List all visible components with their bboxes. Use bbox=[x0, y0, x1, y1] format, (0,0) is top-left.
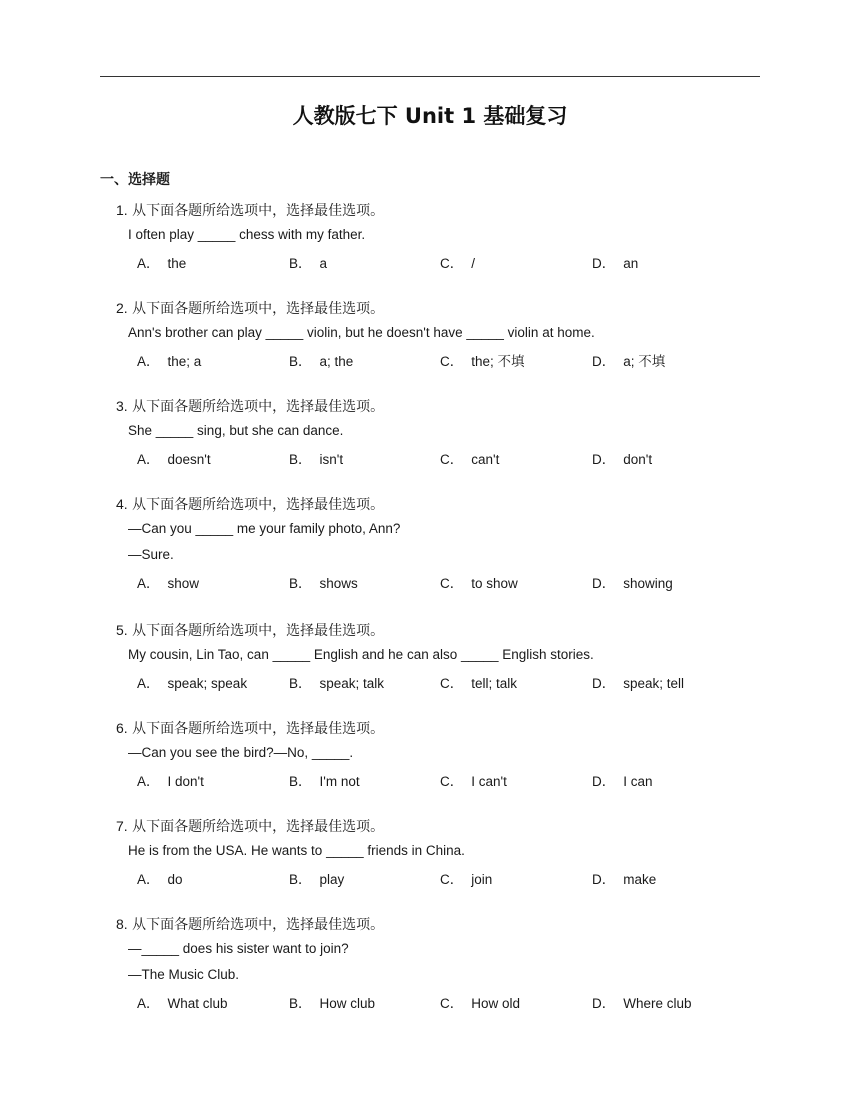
answer-options bbox=[0, 770, 860, 790]
question-stem: She _____ sing, but she can dance. bbox=[128, 423, 344, 438]
answer-options bbox=[0, 868, 860, 888]
option-letter: C． bbox=[440, 256, 464, 271]
option-letter: D． bbox=[592, 774, 616, 789]
question-stem: —Can you _____ me your family photo, Ann? bbox=[128, 521, 401, 536]
instruction-text: 从下面各题所给选项中，选择最佳选项。 bbox=[132, 917, 385, 933]
option-text: tell; talk bbox=[471, 676, 518, 691]
question-stem: —The Music Club. bbox=[128, 967, 240, 982]
option-text: the bbox=[167, 256, 187, 271]
option-letter: C． bbox=[440, 576, 464, 591]
option-letter: B． bbox=[289, 354, 312, 369]
option-b[interactable] bbox=[289, 868, 344, 888]
option-d[interactable] bbox=[592, 252, 638, 272]
option-text: shows bbox=[319, 576, 358, 591]
question-instruction bbox=[116, 396, 384, 416]
option-d[interactable] bbox=[592, 672, 684, 692]
option-text: I can bbox=[623, 774, 653, 789]
answer-options bbox=[0, 572, 860, 592]
option-a[interactable] bbox=[137, 770, 204, 790]
option-text: I'm not bbox=[319, 774, 360, 789]
option-text: join bbox=[471, 872, 493, 887]
option-text: / bbox=[471, 256, 476, 271]
option-letter: A． bbox=[137, 452, 160, 467]
question-instruction bbox=[116, 494, 384, 514]
option-b[interactable] bbox=[289, 572, 358, 592]
option-text: speak; speak bbox=[167, 676, 248, 691]
option-letter: D． bbox=[592, 996, 616, 1011]
option-text: isn't bbox=[319, 452, 344, 467]
option-c[interactable] bbox=[440, 252, 475, 272]
option-a[interactable] bbox=[137, 672, 247, 692]
question-number: 6. bbox=[116, 720, 128, 736]
section-heading: 一、选择题 bbox=[100, 172, 170, 188]
option-letter: A． bbox=[137, 774, 160, 789]
option-letter: D． bbox=[592, 452, 616, 467]
option-letter: A． bbox=[137, 676, 160, 691]
option-text: How old bbox=[471, 996, 521, 1011]
option-letter: C． bbox=[440, 452, 464, 467]
option-c[interactable] bbox=[440, 868, 492, 888]
option-text: do bbox=[167, 872, 183, 887]
option-text: How club bbox=[319, 996, 376, 1011]
option-a[interactable] bbox=[137, 350, 201, 370]
option-text: a bbox=[319, 256, 328, 271]
option-letter: A． bbox=[137, 354, 160, 369]
option-text: showing bbox=[623, 576, 673, 591]
option-d[interactable] bbox=[592, 448, 652, 468]
question-instruction bbox=[116, 200, 384, 220]
question-number: 3. bbox=[116, 398, 128, 414]
option-letter: A． bbox=[137, 996, 160, 1011]
option-text: an bbox=[623, 256, 639, 271]
question-number: 5. bbox=[116, 622, 128, 638]
question-instruction bbox=[116, 718, 384, 738]
option-letter: C． bbox=[440, 676, 464, 691]
option-d[interactable] bbox=[592, 868, 656, 888]
question-stem: —Sure. bbox=[128, 547, 174, 562]
option-letter: A． bbox=[137, 872, 160, 887]
answer-options bbox=[0, 252, 860, 272]
header-rule bbox=[100, 76, 760, 77]
option-letter: B． bbox=[289, 256, 312, 271]
option-letter: A． bbox=[137, 576, 160, 591]
question-number: 4. bbox=[116, 496, 128, 512]
option-a[interactable] bbox=[137, 572, 199, 592]
option-text: speak; tell bbox=[623, 676, 685, 691]
question-stem: —_____ does his sister want to join? bbox=[128, 941, 349, 956]
option-text: Where club bbox=[623, 996, 692, 1011]
answer-options bbox=[0, 992, 860, 1012]
instruction-text: 从下面各题所给选项中，选择最佳选项。 bbox=[132, 623, 385, 639]
option-letter: D． bbox=[592, 676, 616, 691]
option-d[interactable] bbox=[592, 770, 653, 790]
option-d[interactable] bbox=[592, 992, 692, 1012]
option-text: don't bbox=[623, 452, 653, 467]
option-letter: D． bbox=[592, 576, 616, 591]
option-letter: B． bbox=[289, 576, 312, 591]
question-stem: —Can you see the bird?—No, _____. bbox=[128, 745, 354, 760]
question-stem: My cousin, Lin Tao, can _____ English and he can also _____ English stories. bbox=[128, 647, 594, 662]
question-number: 1. bbox=[116, 202, 128, 218]
question-instruction bbox=[116, 816, 384, 836]
option-text: I can't bbox=[471, 774, 507, 789]
option-a[interactable] bbox=[137, 868, 183, 888]
question-number: 7. bbox=[116, 818, 128, 834]
instruction-text: 从下面各题所给选项中，选择最佳选项。 bbox=[132, 819, 385, 835]
option-a[interactable] bbox=[137, 252, 186, 272]
option-text: speak; talk bbox=[319, 676, 385, 691]
option-text: can't bbox=[471, 452, 500, 467]
option-text: play bbox=[319, 872, 345, 887]
option-letter: B． bbox=[289, 676, 312, 691]
option-text: the; a bbox=[167, 354, 202, 369]
option-d[interactable] bbox=[592, 350, 665, 370]
option-letter: C． bbox=[440, 354, 464, 369]
answer-options bbox=[0, 448, 860, 468]
question-instruction bbox=[116, 620, 384, 640]
option-text: show bbox=[167, 576, 200, 591]
question-instruction bbox=[116, 298, 384, 318]
option-c[interactable] bbox=[440, 992, 520, 1012]
page-title: 人教版七下 Unit 1 基础复习 bbox=[292, 104, 568, 128]
option-letter: C． bbox=[440, 996, 464, 1011]
option-text: doesn't bbox=[167, 452, 211, 467]
option-b[interactable] bbox=[289, 770, 360, 790]
option-b[interactable] bbox=[289, 992, 375, 1012]
option-text: What club bbox=[167, 996, 228, 1011]
question-stem: I often play _____ chess with my father. bbox=[128, 227, 366, 242]
option-text: I don't bbox=[167, 774, 204, 789]
option-letter: B． bbox=[289, 452, 312, 467]
option-letter: D． bbox=[592, 872, 616, 887]
option-c[interactable] bbox=[440, 770, 507, 790]
question-stem: Ann's brother can play _____ violin, but he doesn't have _____ violin at home. bbox=[128, 325, 595, 340]
option-a[interactable] bbox=[137, 448, 211, 468]
instruction-text: 从下面各题所给选项中，选择最佳选项。 bbox=[132, 497, 385, 513]
option-text: make bbox=[623, 872, 657, 887]
instruction-text: 从下面各题所给选项中，选择最佳选项。 bbox=[132, 399, 385, 415]
option-c[interactable] bbox=[440, 572, 518, 592]
option-c[interactable] bbox=[440, 350, 525, 370]
option-d[interactable] bbox=[592, 572, 673, 592]
question-stem: He is from the USA. He wants to _____ friends in China. bbox=[128, 843, 465, 858]
option-letter: C． bbox=[440, 774, 464, 789]
option-c[interactable] bbox=[440, 672, 517, 692]
option-a[interactable] bbox=[137, 992, 228, 1012]
option-b[interactable] bbox=[289, 252, 327, 272]
option-letter: D． bbox=[592, 354, 616, 369]
instruction-text: 从下面各题所给选项中，选择最佳选项。 bbox=[132, 301, 385, 317]
option-c[interactable] bbox=[440, 448, 499, 468]
question-number: 8. bbox=[116, 916, 128, 932]
option-letter: B． bbox=[289, 996, 312, 1011]
option-letter: B． bbox=[289, 774, 312, 789]
option-letter: D． bbox=[592, 256, 616, 271]
option-text: a; the bbox=[319, 354, 354, 369]
option-b[interactable] bbox=[289, 672, 384, 692]
option-letter: B． bbox=[289, 872, 312, 887]
question-number: 2. bbox=[116, 300, 128, 316]
option-letter: C． bbox=[440, 872, 464, 887]
option-text: a; 不填 bbox=[623, 354, 666, 369]
instruction-text: 从下面各题所给选项中，选择最佳选项。 bbox=[132, 203, 385, 219]
option-text: to show bbox=[471, 576, 518, 591]
option-letter: A． bbox=[137, 256, 160, 271]
answer-options bbox=[0, 350, 860, 370]
instruction-text: 从下面各题所给选项中，选择最佳选项。 bbox=[132, 721, 385, 737]
question-instruction bbox=[116, 914, 384, 934]
option-text: the; 不填 bbox=[471, 354, 525, 369]
option-b[interactable] bbox=[289, 448, 343, 468]
answer-options bbox=[0, 672, 860, 692]
option-b[interactable] bbox=[289, 350, 353, 370]
